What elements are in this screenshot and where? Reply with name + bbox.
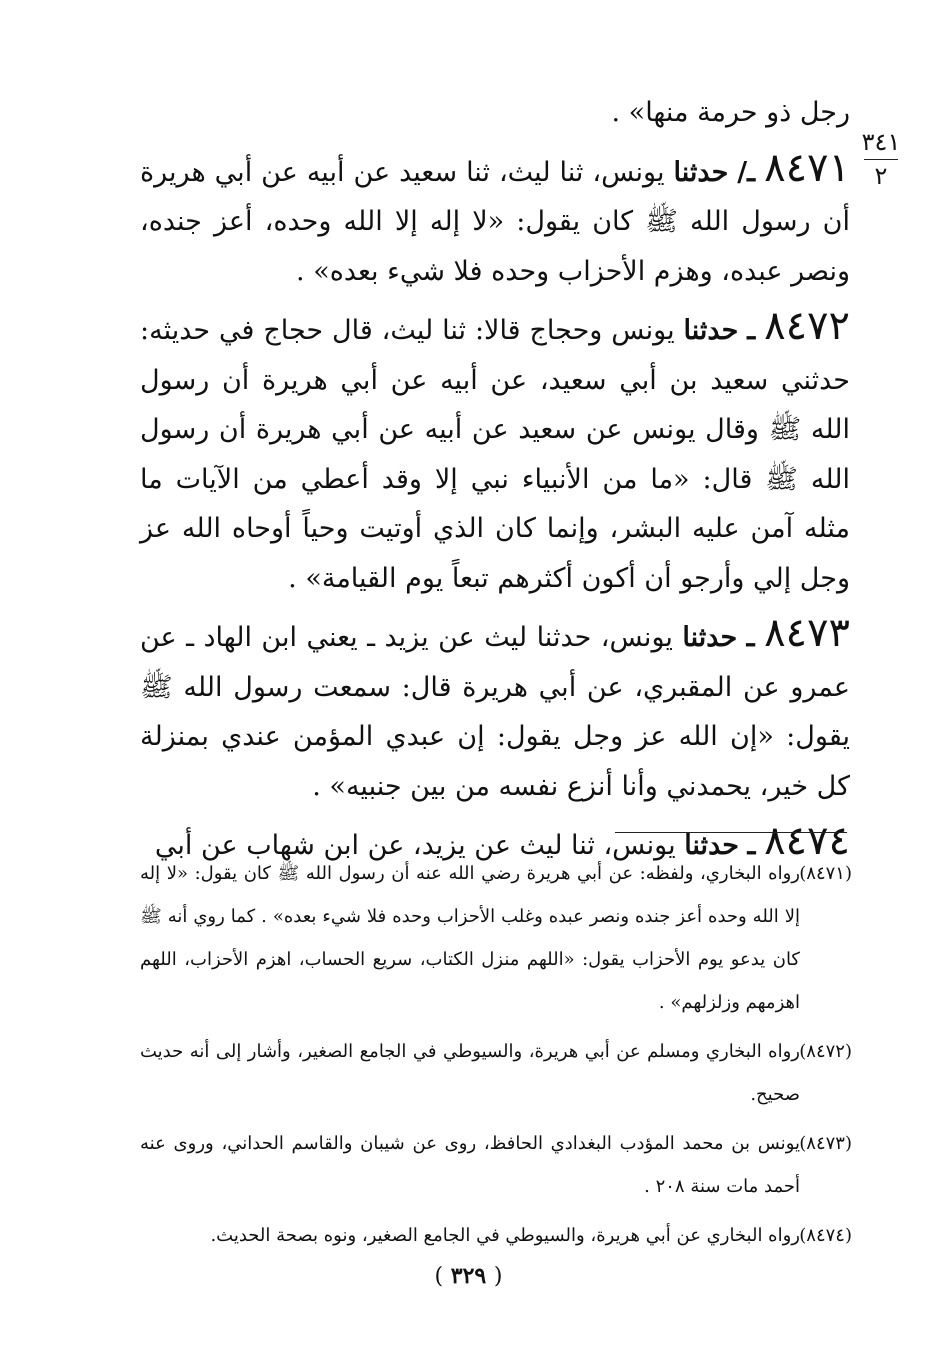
page-number <box>0 1263 937 1289</box>
margin-ref-rule <box>864 159 898 160</box>
margin-ref-bottom: ٢ <box>874 161 888 190</box>
hadith-dash: ـ <box>746 622 755 653</box>
hadith-keyword: حدثنا <box>683 315 739 346</box>
footnote-8474 <box>140 1214 852 1257</box>
hadith-dash: ـ <box>747 315 756 346</box>
margin-reference <box>858 128 904 191</box>
footnote-text: رواه البخاري، ولفظه: عن أبي هريرة رضي الله عنه أن رسول الله ﷺ كان يقول: «لا إله إلا الله وحده أعز جنده ونصر عبده وغلب الأحزاب وحده فلا شيء بعده» . كما روي أنه ﷺ كان يدعو يوم الأحزاب يقول: «اللهم منزل الكتاب، سريع الحساب، اهزم الأحزاب، اللهم اهزمهم وزلزلهم» . <box>140 863 800 1013</box>
footnote-8471 <box>140 852 852 1024</box>
page-number-value: ٣٢٩ <box>450 1263 487 1289</box>
footnote-ref: (٨٤٧١) <box>799 863 852 884</box>
margin-ref-top: ٣٤١ <box>861 128 901 156</box>
hadith-keyword: حدثنا <box>673 156 729 188</box>
hadith-keyword: حدثنا <box>684 830 739 861</box>
hadith-text: يونس، ثنا ليث عن يزيد، عن ابن شهاب عن أبي <box>154 830 676 861</box>
hadith-number: ٨٤٧٣ <box>764 610 850 656</box>
hadith-number: ٨٤٧٢ <box>764 303 851 349</box>
footnote-ref: (٨٤٧٢) <box>799 1041 852 1062</box>
main-text <box>140 88 850 871</box>
hadith-8473 <box>140 609 850 811</box>
footnote-text: رواه البخاري عن أبي هريرة، والسيوطي في الجامع الصغير، ونوه بصحة الحديث. <box>210 1225 800 1246</box>
hadith-dash: ـ/ <box>737 156 756 188</box>
footnote-8473 <box>140 1122 852 1208</box>
hadith-number: ٨٤٧٤ <box>764 818 850 864</box>
hadith-number: ٨٤٧١ <box>764 144 851 191</box>
footnote-8472 <box>140 1030 852 1116</box>
footnote-ref: (٨٤٧٤) <box>799 1225 852 1246</box>
hadith-text: يونس وحجاج قالا: ثنا ليث، قال حجاج في حديثه: حدثني سعيد بن أبي سعيد، عن أبيه عن أبي هريرة أن رسول الله ﷺ وقال يونس عن سعيد عن أبيه عن أبي هريرة أن رسول الله ﷺ قال: «ما من الأنبياء نبي إلا وقد أعطي من الآيات ما مثله آمن عليه البشر، وإنما كان الذي أوتيت وحياً أوحاه الله عز وجل إلي وأرجو أن أكون أكثرهم تبعاً يوم القيامة» . <box>140 315 850 594</box>
page-number-paren-close: ) <box>434 1264 444 1289</box>
footnote-text: يونس بن محمد المؤدب البغدادي الحافظ، روى عن شيبان والقاسم الحداني، وروى عنه أحمد مات سنة ٢٠٨ . <box>140 1133 800 1197</box>
page-number-paren-open: ( <box>493 1264 503 1289</box>
hadith-dash: ـ <box>747 830 756 861</box>
hadith-text: يونس، حدثنا ليث عن يزيد ـ يعني ابن الهاد ـ عن عمرو عن المقبري، عن أبي هريرة قال: سمعت رسول الله ﷺ يقول: «إن الله عز وجل يقول: إن عبدي المؤمن عندي بمنزلة كل خير، يحمدني وأنا أنزع نفسه من بين جنبيه» . <box>140 622 850 802</box>
hadith-text: يونس، ثنا ليث، ثنا سعيد عن أبيه عن أبي هريرة أن رسول الله ﷺ كان يقول: «لا إله إلا الله وحده، أعز جنده، ونصر عبده، وهزم الأحزاب وحده فلا شيء بعده» . <box>140 156 850 287</box>
hadith-8472 <box>140 302 850 603</box>
footnotes <box>140 852 852 1263</box>
footnote-ref: (٨٤٧٣) <box>799 1133 852 1154</box>
hadith-8471 <box>140 144 850 297</box>
hadith-keyword: حدثنا <box>682 622 738 653</box>
footnote-separator <box>615 832 847 833</box>
lead-text: رجل ذو حرمة منها» . <box>611 97 850 128</box>
footnote-text: رواه البخاري ومسلم عن أبي هريرة، والسيوطي في الجامع الصغير، وأشار إلى أنه حديث صحيح. <box>140 1041 800 1105</box>
